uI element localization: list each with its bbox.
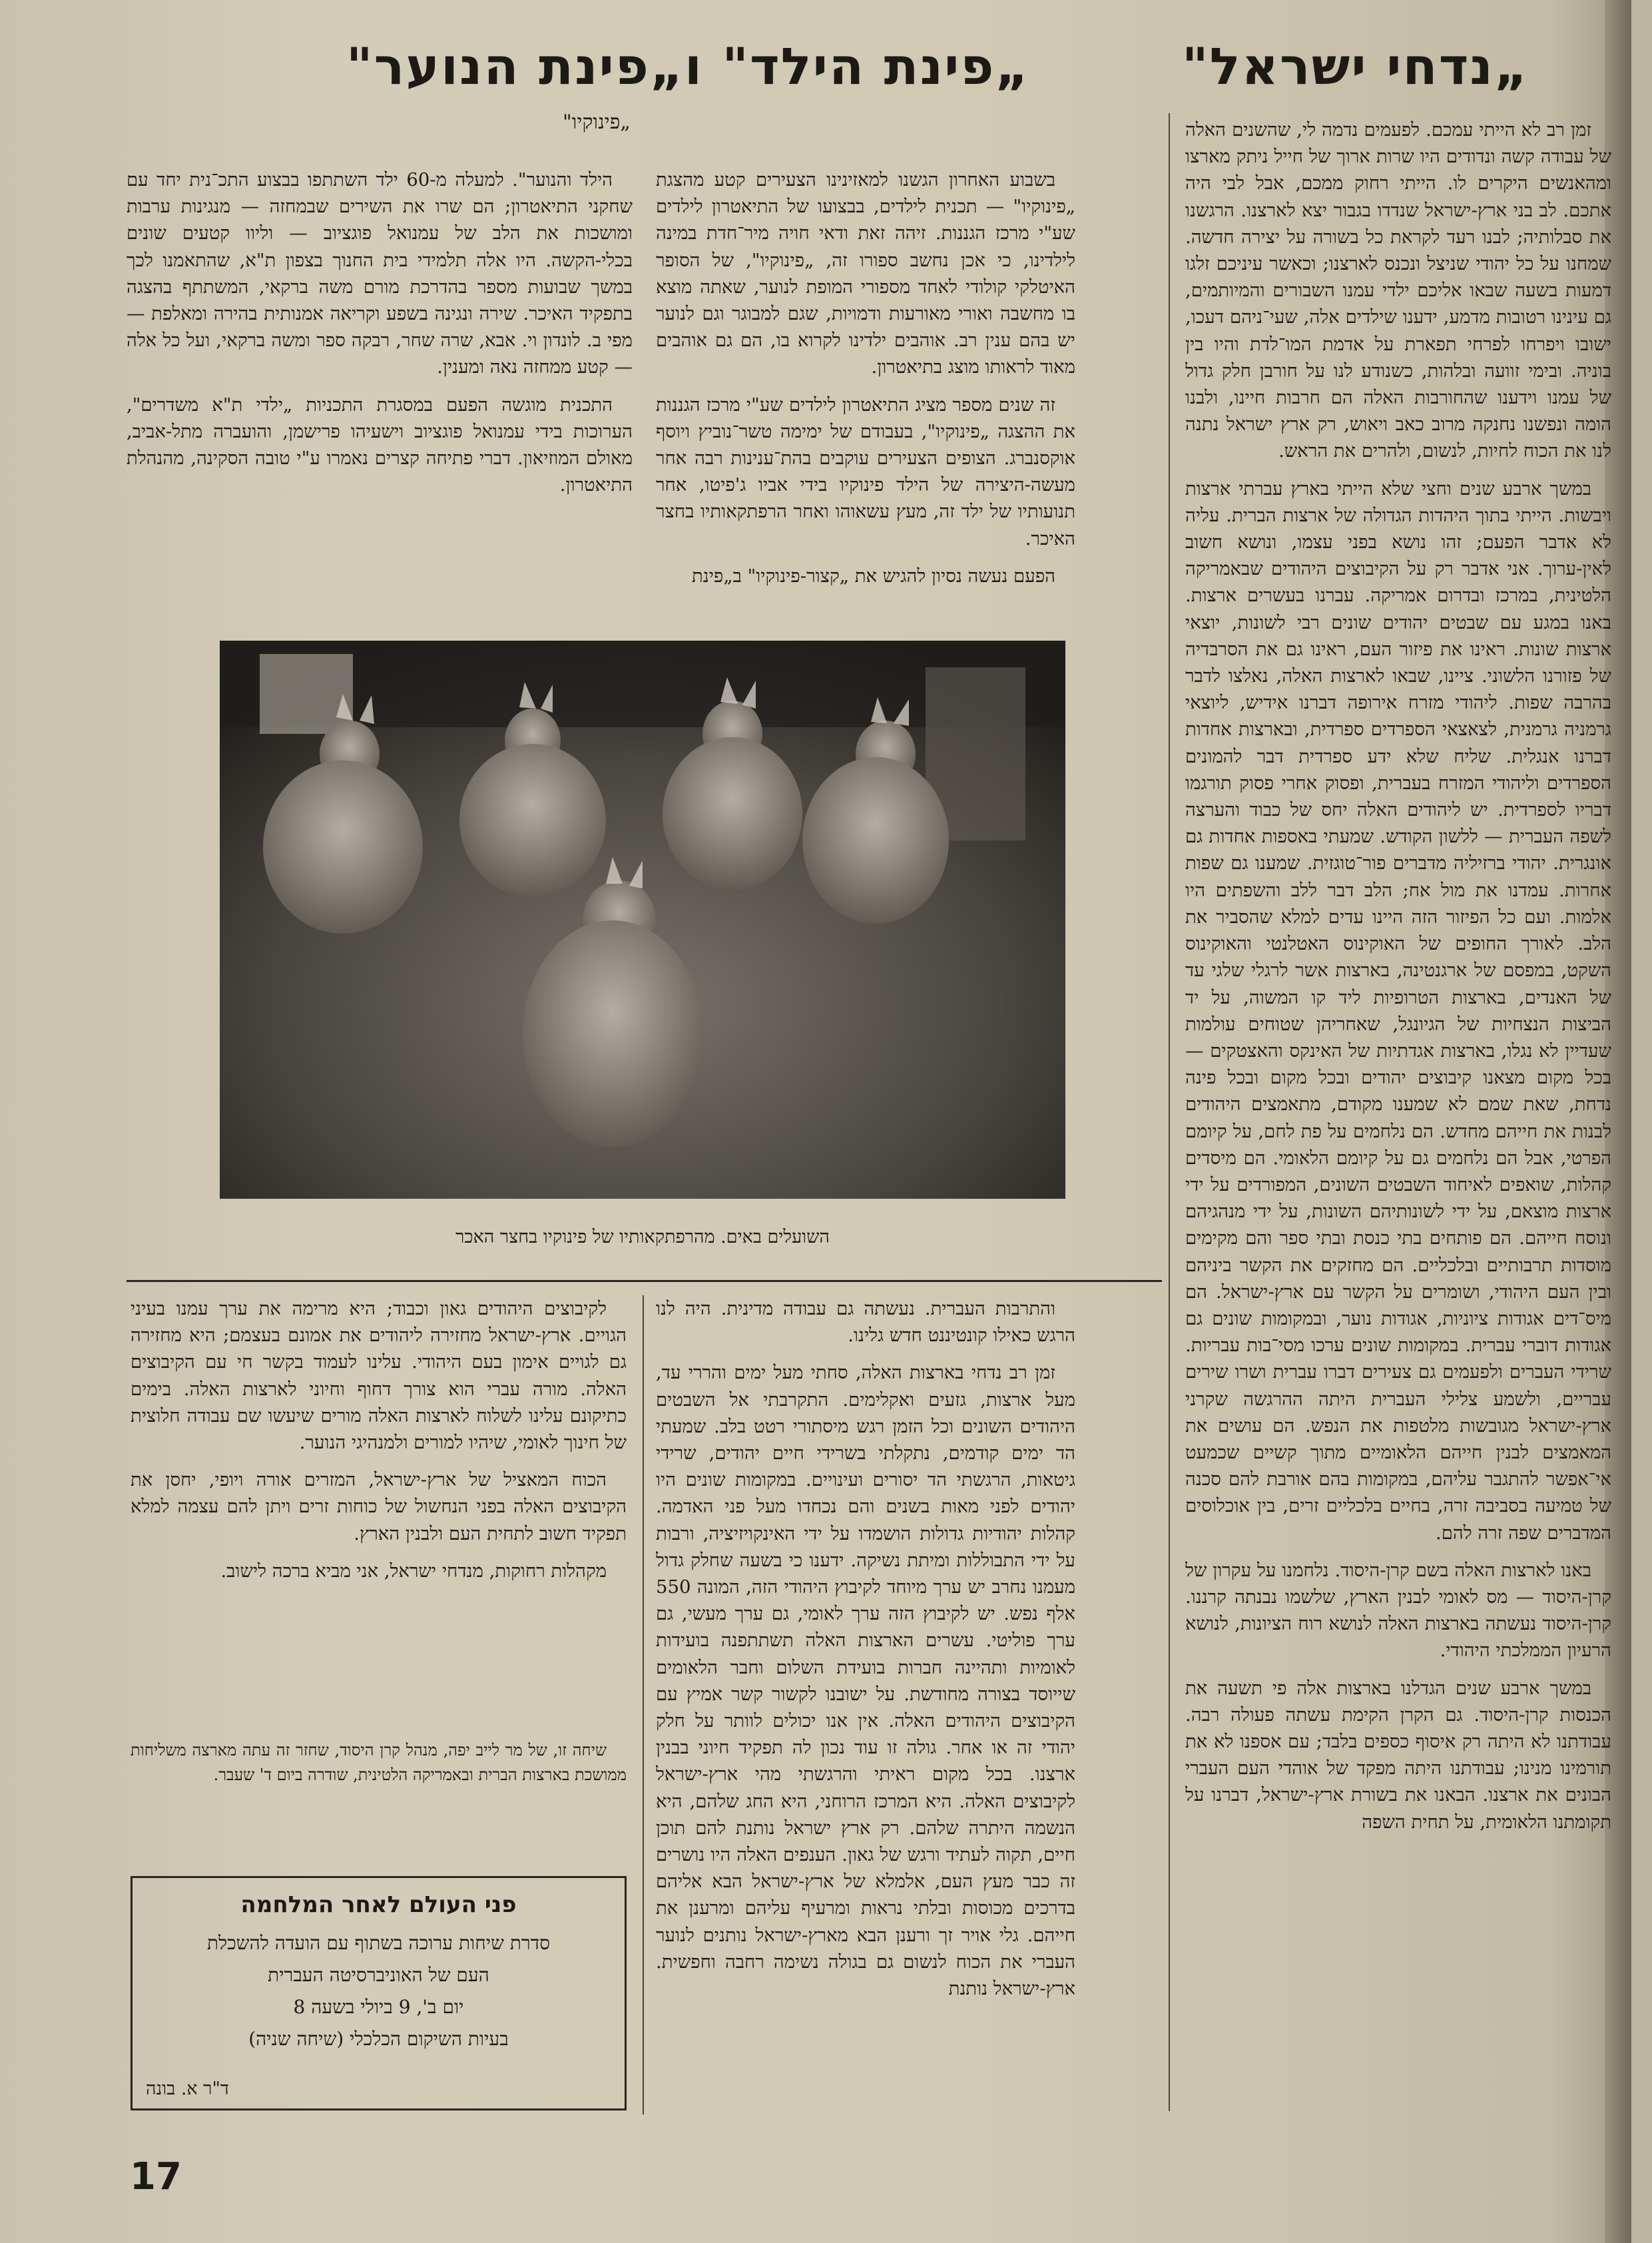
paragraph: בשבוע האחרון הגשנו למאזינינו הצעירים קטע מהצגת „פינוקיו" — תכנית לילדים, בבצועו של התיאטרון לילדים שע"י מרכז הגננות. זיהה זאת ודאי חויה מיר־חדת במינה לילדינו, כי אכן נחשב ספורו זה, „פינוקיו", של הסופר האיטלקי קולודי לאחד מספורי המופת לנוער, שאתה מוצא בו מחשבה ואורי מאורעות ודמויות, שגם למבוגר וגם לנוער יש בהם ענין רב. אוהבים ילדינו לקרוא בו, הם גם אוהבים מאוד לראותו מוצג בתיאטרון. [656, 169, 1075, 378]
announcement-date: יום ב', 9 ביולי בשעה 8 [293, 1996, 464, 2018]
paragraph: הילד והנוער". למעלה מ-60 ילד השתתפו בבצוע התכ־נית יחד עם שחקני התיאטרון; הם שרו את השירים שבמחזה — מנגינות ערבות ומושכות את הלב של עמנואל פוגציוב — וליוו קטעים שונים בכלי-הקשה. היו אלה תלמידי בית החנוך בצפון ת"א, שהתאמנו לכך במשך שבועות מספר בהדרכת מורם משה ברקאי, המשתתף בהצגה בתפקיד האיכר. שירה ונגינה בשפע וקריאה אמנותית בהירה ומאלפת — מפי ב. לונדון וי. אבא, שרה שחר, רבקה ספר ומשה ברקאי, ועל כל אלה — קטע ממחזה נאה ומענין. [127, 169, 633, 378]
photo-children-foxes [220, 641, 1065, 1199]
column-middle-top [656, 166, 1075, 626]
paragraph: במשך ארבע שנים הגדלנו בארצות אלה פי תשעה את הכנסות קרן-היסוד. גם הקרן הקימת עשתה פעולה רבה. עבודתנו לא היתה רק איסוף כספים בלבד; עם אספנו לא את תורמינו מנינו; עבודתנו היתה מפקד של אוהדי העם העברי הבונים את ארצנו. הבאנו את בשורת ארץ-ישראל, דברנו על תקומתנו הלאומית, על תחית השפה [1185, 1677, 1611, 1833]
paragraph: והתרבות העברית. נעשתה גם עבודה מדינית. היה לנו הרגש כאילו קונטיננט חדש גלינו. [656, 1298, 1075, 1347]
paragraph: הכוח המאציל של ארץ-ישראל, המזרים אורה ויופי, יחסן את הקיבוצים האלה בפני הנחשול של כוחות זרים ויתן להם עצמה למלא תפקיד חשוב לתחית העם ולבנין הארץ. [131, 1469, 627, 1544]
column-divider [1169, 113, 1170, 2111]
footnote [131, 1738, 627, 1858]
announcement-topic: בעיות השיקום הכלכלי (שיחה שניה) [248, 2028, 509, 2050]
column-divider [643, 1295, 644, 2114]
paragraph: התכנית מוגשה הפעם במסגרת התכניות „ילדי ת"א משדרים", הערוכות בידי עמנואל פוגציוב וישעיהו פרישמן, והועברה מתל-אביב, מאולם המוזיאון. דברי פתיחה קצרים נאמרו ע"י טובה הסקינה, מהנהלת התיאטרון. [127, 394, 633, 496]
column-right [1185, 117, 1611, 2114]
paragraph: הפעם נעשה נסיון להגיש את „קצור-פינוקיו" ב„פינת [692, 565, 1055, 587]
paragraph: זה שנים מספר מציג התיאטרון לילדים שע"י מרכז הגננות את ההצגה „פינוקיו", בעבודם של ימימה טשר־נוביץ ויוסף אוקסנברג. הצופים הצעירים עוקבים בהת־ענינות רבה אחר מעשה-היצירה של הילד פינוקיו בידי אביו ג'פיטו, אחר תנועותיו של ילד זה, מעץ עשאוהו ואחר הרפתקאותיו בחצר האיכר. [656, 394, 1075, 549]
column-middle-bottom [656, 1295, 1075, 2114]
paragraph: במשך ארבע שנים וחצי שלא הייתי בארץ עברתי ארצות ויבשות. הייתי בתוך היהדות הגדולה של ארצות הברית. עליה לא אדבר הפעם; זהו נושא בפני עצמו, ונושא חשוב לאין-ערוך. אני אדבר רק על הקיבוצים היהודים שבאמריקה הלטינית, במרכז ובדרום אמריקה. עברנו בעשרים ארצות. באנו במגע עם שבטים יהודים שונים רבי לשונות, יוצאי ארצות שונות. ראינו את פיזור העם, ראינו גם את הסרבדיה של פזורנו הלשוני. ציינו, שבאו לארצות האלה, נאלצו לדבר בהרבה שפות. ליהודי מזרח אירופה דברנו אידיש, ליוצאי גרמניה גרמנית, לצאצאי הספרדים ספרדית, ובארצות אחדות דברנו אנגלית. שליח שלא ידע ספרדית דבר להמונים הספרדים וליהודי המזרח בעברית, ופסוק אחרי פסוק תורגמו דבריו לספרדית. יש ליהודים האלה יחס של כבוד והערצה לשפה העברית — ללשון הקודש. שמעתי באספות אחדות גם אונגרית. יהודי ברזיליה מדברים פור־טוגזית. שמענו גם שפות אחרות. עמדנו את מול אח; הלב דבר ללב והשפתים היו אלמות. ועם כל הפיזור הזה היינו עדים למלא שהסביר את הלב. לאורך החופים של האוקינוס האטלנטי והאוקינוס השקט, במפסם של ארגנטינה, בארצות אשר לרגלי שלגי עד של האנדים, בארצות הטרופיות ליד קו המשוה, על יד הביצות הנצחיות של הגיונגל, שאחריהן שטוחים עולמות שעדיין לא נגלו, בארצות אגדתיות של האינקס והאצטקים — בכל מקום מצאנו קיבוצים יהודים ובכל מקום ובכל פינה נדחת, שאת שמם לא שמענו מקודם, מתאמצים היהודים לבנות את חייהם מחדש. הם נלחמים על פת לחם, על קיומם הפרטי, אבל הם נלחמים גם על קיומם הלאומי. הם מיסדים קהלות, שואפים לאיחוד השבטים השונים, המפורדים על ידי ארצות מוצאם, על ידי לשונותיהם השונות, על ידי מנהגיהם ונוסח חייהם. הם פותחים בתי כנסת ובתי ספר והם מקימים מוסדות תרבותיים ובלכליים. הם מחזקים את הקשר ביניהם ובין העם היהודי, ושומרים על הקשר עם ארץ-ישראל. הם מיס־דים אגודות ציוניות, אגודות נוער, ובמקומות שונים גם אגודות דוברי עברית. במקומות שונים ערכו מסי־בות עבריות. שרידי העברים ולפעמים גם צעירים דברו עברית ושרו שירים עבריים, ולשמע צלילי העברית היתה ההרגשה שקרני ארץ-ישראל מגובשות מלטפות את הנפש. הם עושים את המאמצים לבנין חייהם הלאומיים מתוך קשיים שכמעט אי־אפשר להתגבר עליהם, במקומות בהם אורבת להם סכנה של טמיעה בסביבה זרה, בחיים בלכליים זרים, בין אוכלוסים המדברים שפה זרה להם. [1185, 478, 1611, 1544]
headline-left: „פינת הילד" ו„פינת הנוער" [346, 37, 1030, 96]
paragraph: זמן רב לא הייתי עמכם. לפעמים נדמה לי, שהשנים האלה של עבודה קשה ונדודים היו שרות ארוך של חייל ניתק מארצו ומהאנשים היקרים לו. הייתי רחוק ממכם, אבל לבי היה אתכם. לב בני ארץ-ישראל שנדדו בגבור יצא לארצנו. הרגשנו את סבלותיה; לבנו רעד לקראת כל בשורה על יצירה חדשה. שמחנו על כל יהודי שניצל ונכנס לארצנו; וכאשר עיניכם זלגו דמעות בשעה שבאו אליכם ילדי עמנו השבורים והמיותמים, גם עינינו רטובות מדמע, ידענו שילדים אלה, שעי־ניהם דעכו, ישובו ויפרחו לפרחי תפארת על אדמת המו־לדת והיו בין בוניה. ובימי זוועה ובלהות, כשנודע לנו על חורבן חלק גדול של עמנו וידענו שהחורבות האלה הם חרבות חיינו, ולבנו הומה ונפשנו נחנקה מרוב כאב ויאוש, רק ארץ ישראל נתנה לנו את הכוח לחיות, לנשום, ולהרים את הראש. [1185, 119, 1611, 462]
paragraph: באנו לארצות האלה בשם קרן-היסוד. נלחמנו על עקרון של קרן-היסוד — מס לאומי לבנין הארץ, שלשמו נבנתה קרננו. קרן-היסוד נעשתה בארצות האלה לנושא רוח הציונות, לנושא הרעיון הממלכתי היהודי. [1185, 1559, 1611, 1662]
column-left-bottom [131, 1295, 627, 1722]
paragraph: מקהלות רחוקות, מנדחי ישראל, אני מביא ברכה לישוב. [220, 1560, 607, 1582]
announcement-line: העם של האוניברסיטה העברית [268, 1964, 489, 1986]
paragraph: לקיבוצים היהודים גאון וכבוד; היא מרימה את ערך עמנו בעיני הגויים. ארץ-ישראל מחזירה ליהודים את אמונם בעצמם; היא מחזירה גם לגויים אימון בעם היהודי. עלינו לעמוד בקשר חי עם הקיבוצים האלה. מורה עברי הוא צורך דחוף וחיוני לארצות האלה. בימים כתיקונם עלינו לשלוח לארצות האלה מורים שיעשו שם עבודה חלוצית של חינוך לאומי, שיהיו למורים ולמנהיגי הנוער. [131, 1298, 627, 1454]
photo-caption: השועלים באים. מהרפתקאותיו של פינוקיו בחצר האכר [455, 1227, 830, 1247]
column-left-top [127, 166, 633, 626]
section-divider [127, 1280, 1162, 1282]
headline-right: „נדחי ישראל" [1182, 37, 1529, 96]
page-number: 17 [130, 2155, 182, 2198]
footnote-text: שיחה זו, של מר לייב יפה, מנהל קרן היסוד, שחזר זה עתה מארצה משליחות ממושכת בארצות הברית ובאמריקה הלטינית, שודרה ביום ד' שעבר. [131, 1741, 627, 1784]
announcement-line: סדרת שיחות ערוכה בשתוף עם הועדה להשכלת [206, 1932, 551, 1954]
paragraph: זמן רב נדחי בארצות האלה, סחתי מעל ימים והררי עד, מעל ארצות, גזעים ואקלימים. התקרבתי אל השבטים היהודים השונים וכל הזמן רגש מיסתורי רטט בלב. שמעתי הד ימים קודמים, נתקלתי בשרידי חיים יהודים, שרידי גיטאות, הרגשתי הד יסורים ועינויים. במקומות שונים היו יהודים לפני מאות בשנים והם נכחדו מעל פני האדמה. קהלות יהודיות גדולות הושמדו על ידי האינקויזיציה, ורבות על ידי התבוללות ומיתת נשיקה. ידענו כי בשעה שחלק גדול מעמנו נחרב יש ערך מיוחד לקיבוץ היהודי הזה, המונה 550 אלף נפש. יש לקיבוץ הזה ערך לאומי, גם ערך מעשי, גם ערך פוליטי. עשרים הארצות האלה תשתתפנה בועידות לאומיות ותהיינה חברות בועידת השלום וחבר הלאומים שייוסד בצורה מחודשת. על ישובנו לקשור קשר אמיץ עם הקיבוצים היהודים האלה. אין אנו יכולים לוותר על חלק יהודי זה או אחר. גולה זו עוד נכון לה תפקיד חיוני בבנין ארצנו. בכל מקום ראיתי והרגשתי מהי ארץ-ישראל לקיבוצים האלה. היא המרכז הרוחני, היא החג שלהם, היא הנשמה היתרה שלהם. רק ארץ ישראל נותנת להם תוכן חיים, תקוה לעתיד ורגש של גאון. הענפים האלה היו נושרים זה כבר מעץ העם, אלמלא של ארץ-ישראל הבא אליהם בדרכים מכוסות ובלתי נראות ומרעיף עליהם ומרענן את חייהם. גלי אויר זך ורענן הבא מארץ-ישראל נותנים לנוער העברי את הכוח לנשום גם בגולה נשימה רחבה וחפשית. ארץ-ישראל נותנת [656, 1362, 1075, 2000]
byline: „פינוקיו" [563, 111, 631, 134]
announcement-title: פני העולם לאחר המלחמה [240, 1891, 517, 1918]
photo-image [220, 641, 1065, 1199]
announcement-box [131, 1876, 627, 2110]
announcement-author: ד"ר א. בונה [146, 2079, 229, 2099]
